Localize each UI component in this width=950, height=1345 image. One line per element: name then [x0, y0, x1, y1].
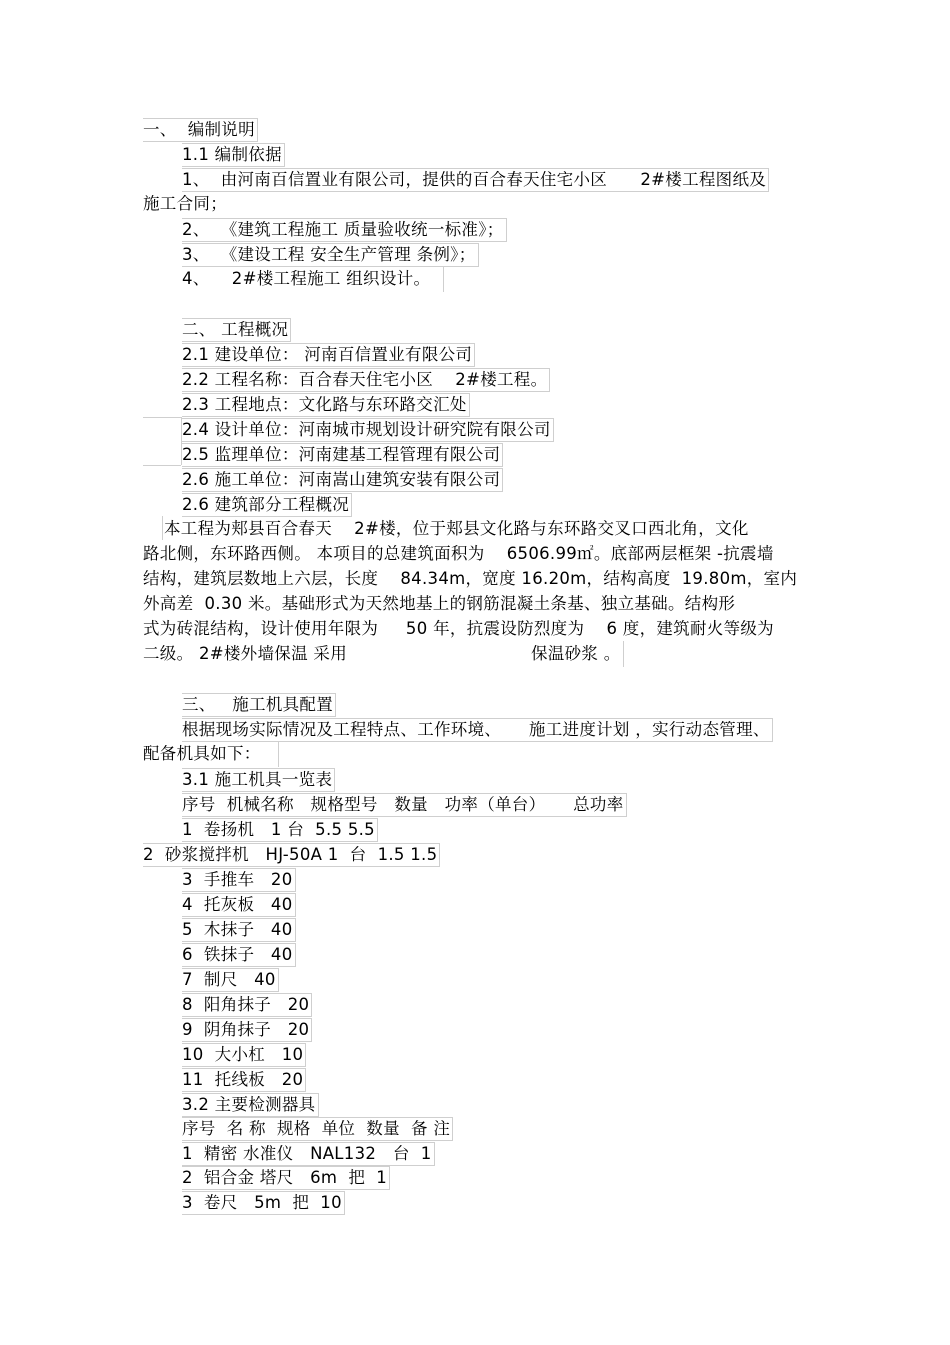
overview-paragraph-line1: 本工程为郏县百合春天 2#楼，位于郏县文化路与东环路交叉口西北角，文化 — [164, 519, 749, 538]
instruments-table-title: 3.2 主要检测器具 — [182, 1093, 319, 1117]
machinery-row: 5 木抹子 40 — [182, 918, 296, 942]
frame-line — [623, 641, 624, 667]
building-overview-heading: 2.6 建筑部分工程概况 — [182, 493, 352, 517]
design-unit: 2.4 设计单位：河南城市规划设计研究院有限公司 — [182, 418, 554, 442]
instrument-row: 2 铝合金 塔尺 6m 把 1 — [182, 1166, 390, 1190]
instrument-row: 1 精密 水准仪 NAL132 台 1 — [182, 1142, 435, 1166]
overview-paragraph-line4: 外高差 0.30 米。基础形式为天然地基上的钢筋混凝土条基、独立基础。结构形 — [143, 594, 736, 613]
basis-item-1-line1: 1、 由河南百信置业有限公司，提供的百合春天住宅小区 2#楼工程图纸及 — [182, 168, 769, 192]
frame-line — [278, 741, 279, 767]
frame-line — [443, 266, 444, 292]
basis-item-4: 4、 2#楼工程施工 组织设计。 — [182, 269, 431, 288]
machinery-row: 3 手推车 20 — [182, 868, 296, 892]
machinery-row: 8 阳角抹子 20 — [182, 993, 312, 1017]
section1-heading: 一、 编制说明 — [143, 118, 258, 142]
project-location: 2.3 工程地点：文化路与东环路交汇处 — [182, 393, 470, 417]
builder-unit: 2.6 施工单位：河南嵩山建筑安装有限公司 — [182, 468, 503, 492]
basis-item-1-line2: 施工合同； — [143, 194, 227, 213]
project-name: 2.2 工程名称：百合春天住宅小区 2#楼工程。 — [182, 368, 550, 392]
basis-item-2: 2、 《建筑工程施工 质量验收统一标准》； — [182, 218, 507, 242]
machinery-table-title: 3.1 施工机具一览表 — [182, 768, 335, 792]
frame-line — [143, 417, 181, 418]
construction-unit: 2.1 建设单位： 河南百信置业有限公司 — [182, 343, 475, 367]
section1-subheading: 1.1 编制依据 — [182, 143, 285, 167]
machinery-row: 9 阴角抹子 20 — [182, 1018, 312, 1042]
machinery-row: 4 托灰板 40 — [182, 893, 296, 917]
equipment-intro-line1: 根据现场实际情况及工程特点、工作环境、 施工进度计划 ，实行动态管理、 — [182, 718, 773, 742]
equipment-intro-line2: 配备机具如下： — [143, 744, 261, 763]
machinery-row: 1 卷扬机 1 台 5.5 5.5 — [182, 818, 378, 842]
overview-paragraph-line3: 结构，建筑层数地上六层，长度 84.34m，宽度 16.20m，结构高度 19.80m，室内 — [143, 569, 798, 588]
frame-line — [143, 465, 181, 466]
instruments-table-header: 序号 名 称 规格 单位 数量 备 注 — [182, 1117, 453, 1141]
machinery-row: 6 铁抹子 40 — [182, 943, 296, 967]
overview-paragraph-line2: 路北侧，东环路西侧。 本项目的总建筑面积为 6506.99㎡。底部两层框架 -抗震墙 — [143, 544, 774, 563]
supervision-unit: 2.5 监理单位：河南建基工程管理有限公司 — [182, 443, 503, 467]
machinery-row: 2 砂浆搅拌机 HJ-50A 1 台 1.5 1.5 — [143, 843, 440, 867]
frame-line — [162, 516, 163, 540]
instrument-row: 3 卷尺 5m 把 10 — [182, 1191, 345, 1215]
machinery-table-header: 序号 机械名称 规格型号 数量 功率（单台） 总功率 — [182, 793, 627, 817]
machinery-row: 11 托线板 20 — [182, 1068, 306, 1092]
overview-paragraph-line6-end: 保温砂浆 。 — [531, 644, 621, 663]
frame-line — [181, 417, 182, 465]
section3-heading: 三、 施工机具配置 — [182, 693, 336, 717]
overview-paragraph-line5: 式为砖混结构，设计使用年限为 50 年，抗震设防烈度为 6 度，建筑耐火等级为 — [143, 619, 774, 638]
machinery-row: 10 大小杠 10 — [182, 1043, 306, 1067]
machinery-row: 7 制尺 40 — [182, 968, 279, 992]
section2-heading: 二、 工程概况 — [182, 318, 291, 342]
basis-item-3: 3、 《建设工程 安全生产管理 条例》； — [182, 243, 479, 267]
overview-paragraph-line6-start: 二级。 2#楼外墙保温 采用 — [143, 644, 348, 663]
